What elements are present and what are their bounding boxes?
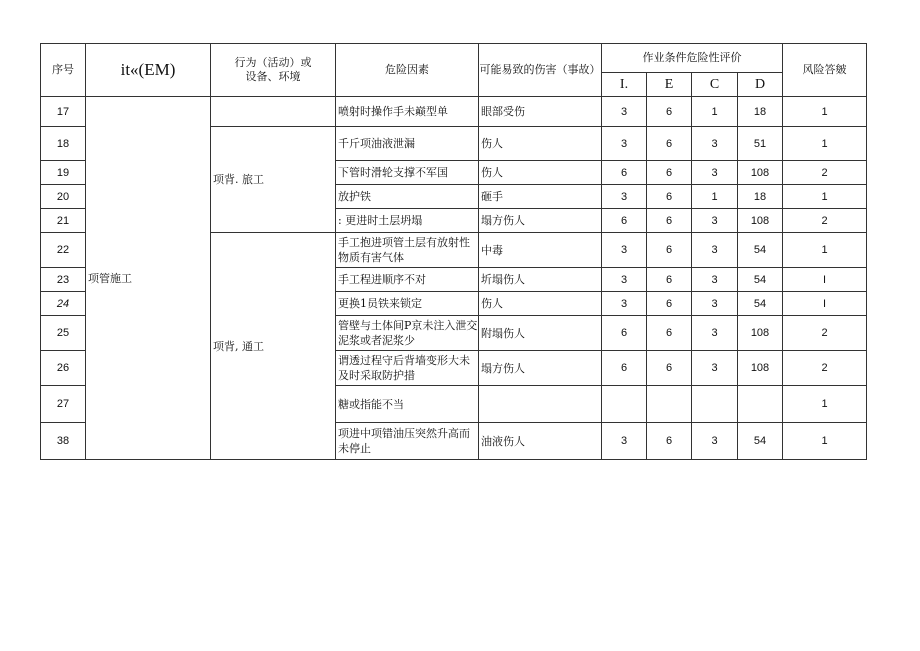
hazard-cell: : 更进时土层坍塌 [336, 209, 479, 233]
l-value-cell: 3 [602, 292, 647, 316]
seq-cell: 25 [41, 316, 86, 351]
risk-level-cell: 1 [783, 185, 867, 209]
l-value-cell: 6 [602, 161, 647, 185]
injury-cell: 中毒 [479, 233, 602, 268]
c-value-cell: 3 [692, 209, 738, 233]
header-d: D [738, 73, 783, 97]
hazard-cell: 项进中项错油压突然升高而未停止 [336, 423, 479, 460]
risk-level-cell: 2 [783, 209, 867, 233]
header-injury: 可能易致的伤害（事故） [479, 44, 602, 97]
hazard-cell: 手工程进顺序不对 [336, 268, 479, 292]
risk-level-cell: 2 [783, 351, 867, 386]
c-value-cell: 3 [692, 316, 738, 351]
e-value-cell: 6 [647, 127, 692, 161]
d-value-cell: 18 [738, 97, 783, 127]
risk-level-cell: 1 [783, 386, 867, 423]
d-value-cell: 54 [738, 423, 783, 460]
injury-cell: 塌方伤人 [479, 209, 602, 233]
l-value-cell: 3 [602, 423, 647, 460]
d-value-cell: 54 [738, 292, 783, 316]
seq-cell: 21 [41, 209, 86, 233]
activity-cell-empty [211, 97, 336, 127]
injury-cell [479, 386, 602, 423]
d-value-cell: 54 [738, 268, 783, 292]
injury-cell: 附塌伤人 [479, 316, 602, 351]
e-value-cell: 6 [647, 268, 692, 292]
seq-cell: 22 [41, 233, 86, 268]
injury-cell: 伤人 [479, 292, 602, 316]
c-value-cell: 3 [692, 292, 738, 316]
header-hazard: 危险因素 [336, 44, 479, 97]
hazard-cell: 放护铁 [336, 185, 479, 209]
d-value-cell: 18 [738, 185, 783, 209]
e-value-cell: 6 [647, 209, 692, 233]
risk-level-cell: 1 [783, 97, 867, 127]
hazard-cell: 管壁与土体间P京未注入泄交泥浆或者泥浆少 [336, 316, 479, 351]
header-l: I. [602, 73, 647, 97]
l-value-cell: 6 [602, 316, 647, 351]
seq-cell: 24 [41, 292, 86, 316]
injury-cell: 眼部受伤 [479, 97, 602, 127]
d-value-cell: 108 [738, 209, 783, 233]
e-value-cell: 6 [647, 292, 692, 316]
c-value-cell: 3 [692, 423, 738, 460]
header-seq: 序号 [41, 44, 86, 97]
hazard-cell: 喷射时操作手未巅型单 [336, 97, 479, 127]
hazard-cell: 谓透过程守后背墙变形大未及时采取防护措 [336, 351, 479, 386]
seq-cell: 17 [41, 97, 86, 127]
hazard-cell: 更换1员铁来锁定 [336, 292, 479, 316]
d-value-cell: 108 [738, 351, 783, 386]
header-risk-level: 风险答皴 [783, 44, 867, 97]
activity-group-cell: 项背. 旅工 [211, 127, 336, 233]
risk-level-cell: 2 [783, 161, 867, 185]
risk-level-cell: I [783, 292, 867, 316]
activity-group-cell: 项背, 通工 [211, 233, 336, 460]
l-value-cell: 3 [602, 127, 647, 161]
seq-cell: 20 [41, 185, 86, 209]
seq-cell: 38 [41, 423, 86, 460]
c-value-cell: 3 [692, 351, 738, 386]
injury-cell: 伤人 [479, 127, 602, 161]
e-value-cell: 6 [647, 161, 692, 185]
seq-cell: 27 [41, 386, 86, 423]
injury-cell: 伤人 [479, 161, 602, 185]
l-value-cell: 3 [602, 185, 647, 209]
risk-level-cell: I [783, 268, 867, 292]
e-value-cell: 6 [647, 351, 692, 386]
header-e: E [647, 73, 692, 97]
item-group-cell: 项管施工 [86, 97, 211, 460]
risk-level-cell: 1 [783, 233, 867, 268]
l-value-cell [602, 386, 647, 423]
hazard-cell: 千斤项油液泄漏 [336, 127, 479, 161]
e-value-cell: 6 [647, 185, 692, 209]
injury-cell: 圻塌伤人 [479, 268, 602, 292]
c-value-cell: 3 [692, 127, 738, 161]
injury-cell: 油液伤人 [479, 423, 602, 460]
e-value-cell: 6 [647, 97, 692, 127]
d-value-cell: 54 [738, 233, 783, 268]
d-value-cell: 108 [738, 161, 783, 185]
c-value-cell: 1 [692, 97, 738, 127]
risk-assessment-table [40, 43, 867, 460]
risk-level-cell: 1 [783, 423, 867, 460]
seq-cell: 23 [41, 268, 86, 292]
c-value-cell: 3 [692, 161, 738, 185]
header-item: it«(EM) [86, 44, 211, 97]
c-value-cell [692, 386, 738, 423]
risk-level-cell: 2 [783, 316, 867, 351]
table-row [41, 97, 867, 127]
l-value-cell: 3 [602, 268, 647, 292]
injury-cell: 砸手 [479, 185, 602, 209]
e-value-cell [647, 386, 692, 423]
header-activity: 行为（活动）或设备、环境 [211, 44, 336, 97]
d-value-cell: 51 [738, 127, 783, 161]
l-value-cell: 3 [602, 97, 647, 127]
e-value-cell: 6 [647, 423, 692, 460]
seq-cell: 18 [41, 127, 86, 161]
hazard-cell: 下管时滑轮支撑不军国 [336, 161, 479, 185]
hazard-cell: 糖或指能不当 [336, 386, 479, 423]
l-value-cell: 6 [602, 209, 647, 233]
c-value-cell: 3 [692, 233, 738, 268]
c-value-cell: 1 [692, 185, 738, 209]
c-value-cell: 3 [692, 268, 738, 292]
seq-cell: 19 [41, 161, 86, 185]
hazard-cell: 手工抱进项管土层有放射性物质有害气体 [336, 233, 479, 268]
e-value-cell: 6 [647, 233, 692, 268]
l-value-cell: 6 [602, 351, 647, 386]
header-evaluation: 作业条件危险性评价 [602, 44, 783, 73]
l-value-cell: 3 [602, 233, 647, 268]
injury-cell: 塌方伤人 [479, 351, 602, 386]
d-value-cell [738, 386, 783, 423]
seq-cell: 26 [41, 351, 86, 386]
e-value-cell: 6 [647, 316, 692, 351]
header-c: C [692, 73, 738, 97]
d-value-cell: 108 [738, 316, 783, 351]
risk-level-cell: 1 [783, 127, 867, 161]
